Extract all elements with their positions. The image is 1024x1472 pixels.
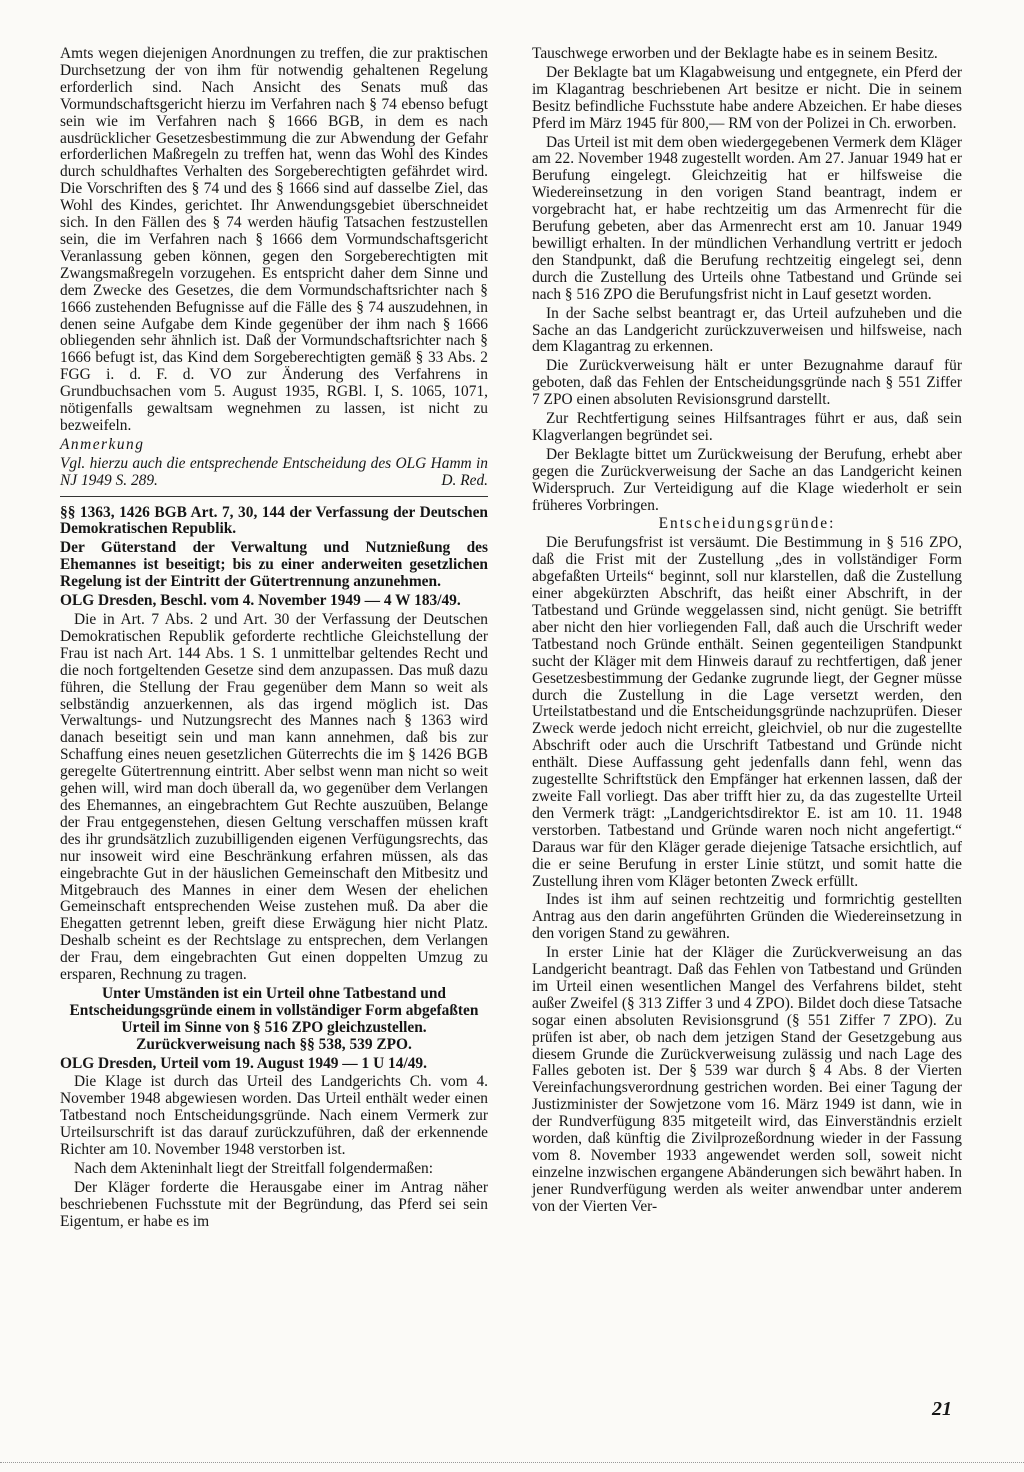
editor-note — [60, 456, 488, 490]
paragraph: Die Klage ist durch das Urteil des Landgerichts Ch. vom 4. November 1948 abgewiesen worden. Das Urteil enthält weder einen Tatbestand noch Entscheidungsgründe. Nach einem Vermerk zur Urteilsurschrift ist das darauf zurückzuführen, daß der erkennende Richter am 10. November 1948 verstorben ist. — [60, 1073, 488, 1159]
paragraph: Der Beklagte bittet um Zurückweisung der Berufung, erhebt aber gegen die Zurückverweisung der Sache an das Landgericht keinen Widerspruch. Zur Verteidigung auf die Klage wiederholt er sein früheres Vorbringen. — [532, 445, 962, 514]
headnote: Der Güterstand der Verwaltung und Nutznießung des Ehemannes ist beseitigt; bis zu einer anderweiten gesetzlichen Regelung ist der Eintritt der Gütertrennung anzunehmen. — [60, 539, 488, 591]
paragraph: Tauschwege erworben und der Beklagte habe es in seinem Besitz. — [532, 45, 938, 62]
paragraph: In der Sache selbst beantragt er, das Urteil aufzuheben und die Sache an das Landgericht zurückzuverweisen und hilfsweise, nach dem Klagantrag zu erkennen. — [532, 304, 962, 356]
section-heading: Entscheidungsgründe: — [658, 515, 836, 533]
footer-rule — [0, 1462, 1024, 1463]
paragraph: Die in Art. 7 Abs. 2 und Art. 30 der Verfassung der Deutschen Demokratischen Republik geforderte rechtliche Gleichstellung der Frau ist nach Art. 144 Abs. 1 S. 1 unmittelbar geltendes Recht und die noch fortgeltenden Gesetze sind dem anzupassen. Das muß dazu führen, die Stellung der Frau gegenüber dem Mann so weit als selbständig anzuerkennen, als das irgend möglich ist. Das Verwaltungs- und Nutzungsrecht des Mannes nach § 1363 wird danach beseitigt sein und man kann annehmen, daß bis zur Schaffung eines neuen gesetzlichen Güterrechts die im § 1426 BGB geregelte Gütertrennung eintritt. Aber selbst wenn man nicht so weit gehen will, wird man doch überall da, wo gegenüber dem Verlangen des Ehemannes, an eingebrachtem Gut Rechte auszuüben, Belange der Frau entgegenstehen, diesen Geltung verschaffen müssen kraft des ihr grundsätzlich zuzubilligenden eigenen Verfügungsrechts, das nur insoweit wird eine Beschränkung erfahren müssen, als das eingebrachte Gut in der häuslichen Gemeinschaft den Mitbesitz und Mitgebrauch des Mannes in einer dem Wesen der ehelichen Gemeinschaft entsprechenden Weise zustehen muß. Da aber die Ehegatten getrennt leben, greift diese Erwägung hier nicht Platz. Deshalb scheint es der Rechtslage zu entsprechen, dem Verlangen der Frau, dem eingebrachten Gut einen doppelten Umzug zu ersparen, Rechnung zu tragen. — [60, 611, 488, 984]
statute-heading: §§ 1363, 1426 BGB Art. 7, 30, 144 der Verfassung der Deutschen Demokratischen Republik. — [60, 503, 488, 538]
right-column — [532, 46, 962, 1218]
editor-note-text: Vgl. hierzu auch die entsprechende Entscheidung des OLG Hamm in NJ 1949 S. 289. — [60, 454, 488, 489]
page-number: 21 — [932, 1398, 952, 1420]
editor-signature: D. Red. — [441, 471, 488, 489]
court-citation: OLG Dresden, Beschl. vom 4. November 1949 — 4 W 183/49. — [60, 592, 461, 610]
headnote: Unter Umständen ist ein Urteil ohne Tatbestand und Entscheidungsgründe einem in vollständiger Form abgefaßten Urteil im Sinne von § 516 ZPO gleichzustellen. Zurückverweisung nach §§ 538, 539 ZPO. — [69, 984, 479, 1053]
left-column — [60, 46, 488, 1233]
paragraph: Zur Rechtfertigung seines Hilfsantrages führt er aus, daß sein Klagverlangen begründet sei. — [532, 410, 962, 444]
anmerkung-heading: Anmerkung — [60, 435, 145, 453]
section-divider — [60, 496, 488, 497]
paragraph: Der Beklagte bat um Klagabweisung und entgegnete, ein Pferd der im Klagantrag beschriebenen Art besitze er nicht. Die in seinem Besitz befindliche Fuchsstute habe andere Abzeichen. Er habe dieses Pferd im März 1945 für 800,— RM von der Polizei in Ch. erworben. — [532, 63, 962, 132]
paragraph: In erster Linie hat der Kläger die Zurückverweisung an das Landgericht beantragt. Daß das Fehlen von Tatbestand und Gründen im Urteil einen wesentlichen Mangel des Verfahrens bildet, steht außer Zweifel (§ 313 Ziffer 3 und 4 ZPO). Bildet doch diese Tatsache sogar einen absoluten Revisionsgrund (§ 551 Ziffer 7 ZPO). Zu prüfen ist aber, ob nach dem jetzigen Stand der Gesetzgebung aus diesem Grunde die Zurückverweisung zulässig und nach Lage des Falles geboten ist. Der § 539 war durch § 4 Abs. 8 der Vierten Vereinfachungsverordnung gestrichen worden. Bei einer Tagung der Justizminister der Sowjetzone vom 16. März 1949 ist dann, wie in der Rundverfügung 835 mitgeteilt wird, das Einverständnis erzielt worden, daß künftig die Zivilprozeßordnung wieder in der Fassung vom 8. November 1933 angewendet werden soll, soweit nicht einzelne inzwischen ergangene Abänderungen sich bewährt haben. In jener Rundverfügung werden als weiter anwendbar unter anderem von der Vierten Ver- — [532, 944, 962, 1215]
court-citation: OLG Dresden, Urteil vom 19. August 1949 — 1 U 14/49. — [60, 1054, 427, 1072]
paragraph: Die Zurückverweisung hält er unter Bezugnahme darauf für geboten, daß das Fehlen der Entscheidungsgründe nach § 551 Ziffer 7 ZPO einen absoluten Revisionsgrund darstellt. — [532, 357, 962, 409]
paragraph: Nach dem Akteninhalt liegt der Streitfall folgendermaßen: — [74, 1160, 433, 1177]
paragraph: Das Urteil ist mit dem oben wiedergegebenen Vermerk dem Kläger am 22. November 1948 zugestellt worden. Am 27. Januar 1949 hat er Berufung eingelegt. Gleichzeitig hat er hilfsweise die Wiedereinsetzung in den vorigen Stand beantragt, indem er vorgebracht hat, er habe rechtzeitig um das Armenrecht für die Berufung gebeten, aber das Armenrecht erst am 10. Januar 1949 bewilligt erhalten. In der mündlichen Verhandlung vertritt er jedoch den Standpunkt, daß die Berufung rechtzeitig eingelegt sei, denn durch die Zustellung des Urteils ohne Tatbestand und Gründe sei nach § 516 ZPO die Berufungsfrist nicht in Lauf gesetzt worden. — [532, 133, 962, 303]
paragraph: Der Kläger forderte die Herausgabe einer im Antrag näher beschriebenen Fuchsstute mit der Begründung, das Pferd sei sein Eigentum, er habe es im — [60, 1178, 488, 1230]
paragraph: Indes ist ihm auf seinen rechtzeitig und formrichtig gestellten Antrag aus den darin angeführten Gründen die Wiedereinsetzung in den vorigen Stand zu gewähren. — [532, 891, 962, 943]
paragraph: Die Berufungsfrist ist versäumt. Die Bestimmung in § 516 ZPO, daß die Frist mit der Zustellung „des in vollständiger Form abgefaßten Urteils“ beginnt, soll nur klarstellen, daß die Zustellung einer abgekürzten Abschrift, das heißt einer Abschrift, in der Tatbestand und Gründe weggelassen sind, nicht genügt. Sie betrifft aber nicht den hier vorliegenden Fall, daß auch die Urschrift weder Tatbestand noch Gründe enthält. Seinen gegenteiligen Standpunkt sucht der Kläger mit dem Hinweis darauf zu rechtfertigen, daß jener Gesetzesbestimmung der Gedanke zugrunde liegt, der Gegner müsse durch die Zustellung in die Lage versetzt werden, den Urteilstatbestand und die Entscheidungsgründe nachzuprüfen. Dieser Zweck werde jedoch nicht erreicht, gleichviel, ob nur die zugestellte Abschrift oder auch die Urschrift Tatbestand und Gründe nicht enthält. Diese Auffassung geht jedenfalls dann fehl, wenn das zugestellte Schriftstück den Empfänger hat erkennen lassen, daß der zweite Fall vorliegt. Das aber trifft hier zu, da das zugestellte Urteil den Vermerk trägt: „Landgerichtsdirektor E. ist am 10. 11. 1948 verstorben. Tatbestand und Gründe waren noch nicht angefertigt.“ Daraus war für den Kläger gerade diejenige Tatsache ersichtlich, auf die er seine Berufung in erster Linie stützt, und somit hatte die Zustellung ihren vom Kläger betonten Zweck erfüllt. — [532, 534, 962, 890]
paragraph: Amts wegen diejenigen Anordnungen zu treffen, die zur praktischen Durchsetzung der von ihm für notwendig gehaltenen Regelung erforderlich sind. Nach Ansicht des Senats muß das Vormundschaftsgericht hierzu im Verfahren nach § 74 ebenso befugt sein wie im Verfahren nach § 1666 BGB, in dem es nach ausdrücklicher Gesetzesbestimmung die zur Abwendung der Gefahr erforderlichen Maßregeln zu treffen hat, wenn das Wohl des Kindes durch schuldhaftes Verhalten des Sorgeberechtigten gefährdet wird. Die Vorschriften des § 74 und des § 1666 sind auf dasselbe Ziel, das Wohl des Kindes, gerichtet. Ihr Anwendungsgebiet überschneidet sich. In den Fällen des § 74 werden häufig Tatsachen festzustellen sein, die im Verfahren nach § 1666 dem Vormundschaftsgericht Veranlassung geben können, gegen den Sorgeberechtigten mit Zwangsmaßregeln vorzugehen. Es entspricht daher dem Sinne und dem Zwecke des Gesetzes, die dem Vormundschaftsrichter nach § 1666 zustehenden Befugnisse auf die Fälle des § 74 auszudehnen, in denen seine Aufgabe dem Kinde gegenüber der ihm nach § 1666 obliegenden sehr ähnlich ist. Daß der Vormundschaftsrichter nach § 1666 befugt ist, das Kind dem Sorgeberechtigten gemäß § 33 Abs. 2 FGG i. d. F. d. VO zur Änderung des Verfahrens in Grundbuchsachen vom 5. August 1935, RGBl. I, S. 1065, 1071, nötigenfalls gewaltsam wegnehmen zu lassen, ist nicht zu bezweifeln. — [60, 45, 488, 434]
